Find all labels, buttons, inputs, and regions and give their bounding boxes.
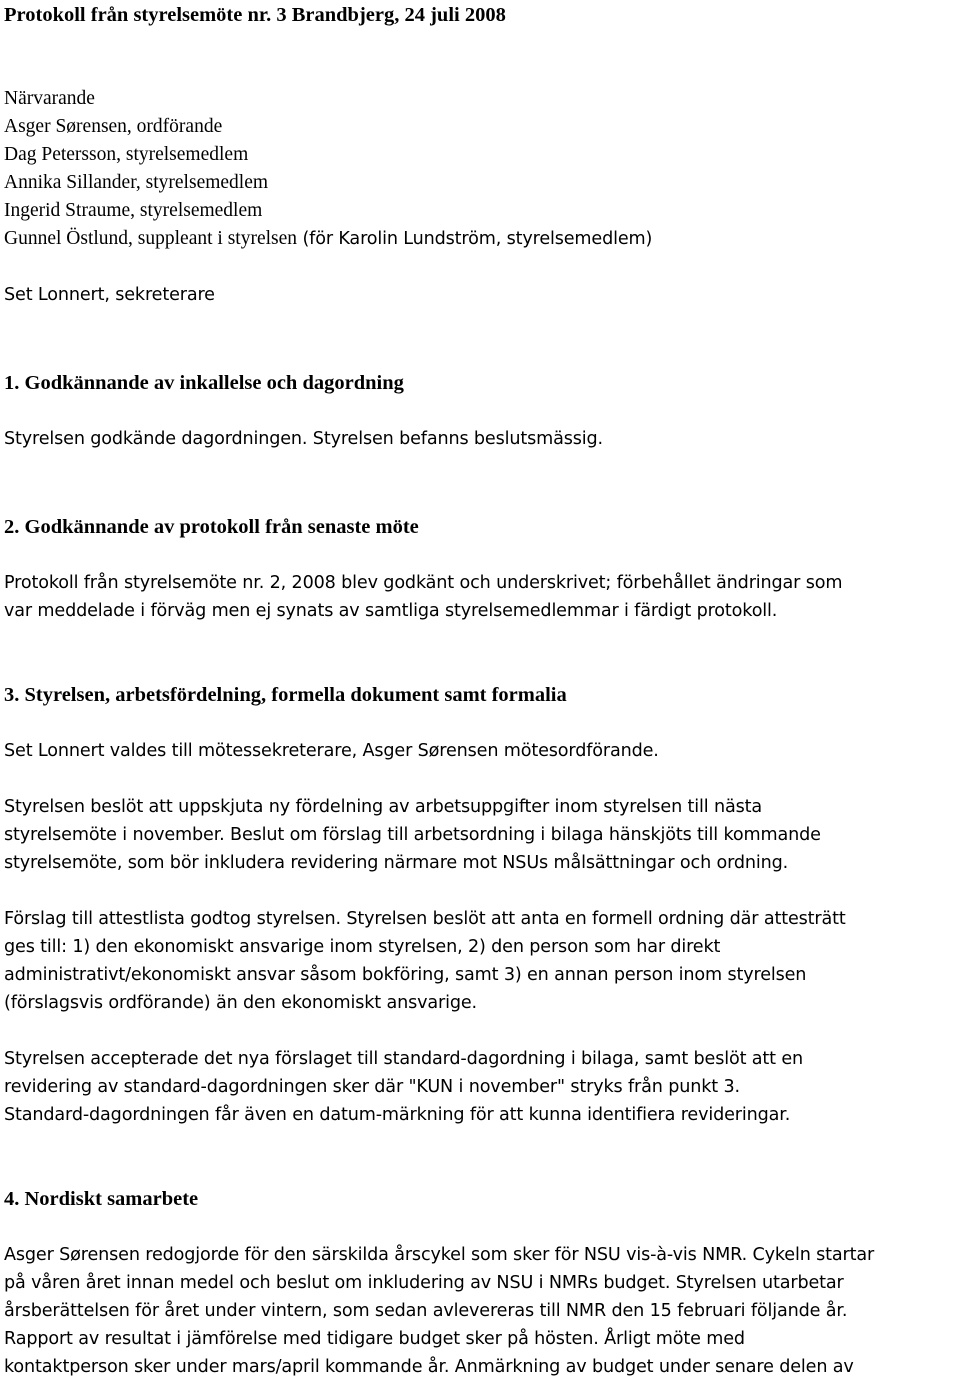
spacer	[4, 1017, 958, 1045]
spacer	[4, 309, 958, 369]
paragraph-line: revidering av standard-dagordningen sker där "KUN i november" stryks från punkt 3.	[4, 1077, 740, 1097]
paragraph	[4, 1241, 958, 1381]
spacer	[4, 625, 958, 681]
attendee-substitute-note: (för Karolin Lundström, styrelsemedlem)	[297, 229, 653, 249]
section-1	[4, 369, 958, 453]
document-page	[4, 0, 958, 1381]
attendee-line	[4, 225, 958, 253]
spacer	[4, 877, 958, 905]
document-title: Protokoll från styrelsemöte nr. 3 Brandbjerg, 24 juli 2008	[4, 4, 506, 26]
spacer	[4, 453, 958, 513]
paragraph	[4, 425, 958, 453]
paragraph	[4, 793, 958, 877]
spacer	[4, 1213, 958, 1241]
paragraph-line: Standard-dagordningen får även en datum-märkning för att kunna identifiera revideringar.	[4, 1105, 791, 1125]
paragraph-line: (förslagsvis ordförande) än den ekonomiskt ansvarige.	[4, 993, 477, 1013]
paragraph	[4, 737, 958, 765]
paragraph-line: styrelsemöte, som bör inkludera revidering närmare mot NSUs målsättningar och ordning.	[4, 853, 789, 873]
paragraph-line: Styrelsen accepterade det nya förslaget till standard-dagordning i bilaga, samt beslöt att en	[4, 1049, 804, 1069]
section-heading: 2. Godkännande av protokoll från senaste möte	[4, 516, 419, 538]
paragraph	[4, 905, 958, 1017]
section-4	[4, 1185, 958, 1381]
attendees-heading: Närvarande	[4, 88, 95, 109]
paragraph-line: kontaktperson sker under mars/april kommande år. Anmärkning av budget under senare delen av	[4, 1357, 854, 1377]
section-2	[4, 513, 958, 625]
spacer	[4, 29, 958, 85]
spacer	[4, 709, 958, 737]
attendee-line: Annika Sillander, styrelsemedlem	[4, 172, 269, 193]
section-heading: 1. Godkännande av inkallelse och dagordning	[4, 372, 404, 394]
section-heading: 3. Styrelsen, arbetsfördelning, formella dokument samt formalia	[4, 684, 567, 706]
paragraph-line: ges till: 1) den ekonomiskt ansvarige inom styrelsen, 2) den person som har direkt	[4, 937, 721, 957]
spacer	[4, 1129, 958, 1185]
paragraph-line: Förslag till attestlista godtog styrelsen. Styrelsen beslöt att anta en formell ordning där attesträtt	[4, 909, 846, 929]
paragraph-line: Styrelsen beslöt att uppskjuta ny fördelning av arbetsuppgifter inom styrelsen till nästa	[4, 797, 762, 817]
spacer	[4, 765, 958, 793]
paragraph-line: administrativt/ekonomiskt ansvar såsom bokföring, samt 3) en annan person inom styrelsen	[4, 965, 807, 985]
paragraph	[4, 1045, 958, 1129]
spacer	[4, 397, 958, 425]
section-heading: 4. Nordiskt samarbete	[4, 1188, 199, 1210]
attendee-name: Gunnel Östlund, suppleant i styrelsen	[4, 228, 298, 249]
section-3	[4, 681, 958, 1129]
paragraph-line: på våren året innan medel och beslut om inkludering av NSU i NMRs budget. Styrelsen utarbetar	[4, 1273, 844, 1293]
paragraph-line: styrelsemöte i november. Beslut om förslag till arbetsordning i bilaga hänskjöts till kommande	[4, 825, 821, 845]
paragraph-line: Styrelsen godkände dagordningen. Styrelsen befanns beslutsmässig.	[4, 429, 603, 449]
paragraph	[4, 569, 958, 625]
attendees-block	[4, 85, 958, 309]
secretary-line: Set Lonnert, sekreterare	[4, 285, 215, 305]
paragraph-line: Rapport av resultat i jämförelse med tidigare budget sker på hösten. Årligt möte med	[4, 1329, 745, 1349]
spacer	[4, 541, 958, 569]
attendee-line: Ingerid Straume, styrelsemedlem	[4, 200, 263, 221]
spacer	[4, 253, 958, 281]
attendee-line: Asger Sørensen, ordförande	[4, 116, 223, 137]
attendee-line: Dag Petersson, styrelsemedlem	[4, 144, 249, 165]
paragraph-line: Protokoll från styrelsemöte nr. 2, 2008 blev godkänt och underskrivet; förbehållet ändringar som	[4, 573, 843, 593]
paragraph-line: årsberättelsen för året under vintern, som sedan avlevereras till NMR den 15 februari följande år.	[4, 1301, 848, 1321]
paragraph-line: var meddelade i förväg men ej synats av samtliga styrelsemedlemmar i färdigt protokoll.	[4, 601, 778, 621]
paragraph-line: Asger Sørensen redogjorde för den särskilda årscykel som sker för NSU vis-à-vis NMR. Cykeln startar	[4, 1245, 875, 1265]
paragraph-line: Set Lonnert valdes till mötessekreterare, Asger Sørensen mötesordförande.	[4, 741, 659, 761]
